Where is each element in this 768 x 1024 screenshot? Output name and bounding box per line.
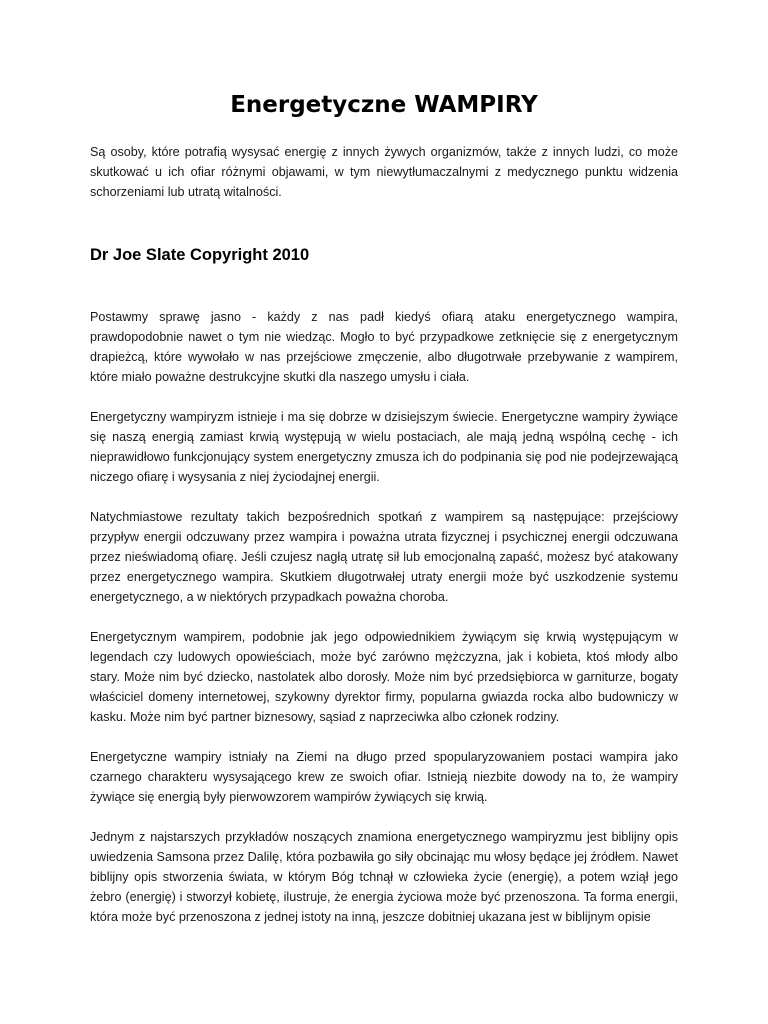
intro-paragraph: Są osoby, które potrafią wysysać energię z innych żywych organizmów, także z innych ludzi, co może skutkować u ich ofiar różnymi objawami, w tym niewytłumaczalnymi z medycznego punktu widzenia schorzeniami lub utratą witalności. (90, 145, 678, 199)
body-paragraph: Energetyczne wampiry istniały na Ziemi na długo przed spopularyzowaniem postaci wampira jako czarnego charakteru wysysającego krew ze swoich ofiar. Istnieją niezbite dowody na to, że wampiry żywiące się energią były pierwowzorem wampirów żywiących się krwią. (90, 750, 678, 804)
body-paragraph: Natychmiastowe rezultaty takich bezpośrednich spotkań z wampirem są następujące: przejściowy przypływ energii odczuwany przez wampira i poważna utrata fizycznej i psychicznej energii odczuwana przez nieświadomą ofiarę. Jeśli czujesz nagłą utratę sił lub emocjonalną zapaść, możesz być atakowany przez energetycznego wampira. Skutkiem długotrwałej utraty energii może być uszkodzenie systemu energetycznego, a w niektórych przypadkach poważna choroba. (90, 510, 678, 604)
document-title: Energetyczne WAMPIRY (230, 92, 538, 118)
body-paragraph: Energetycznym wampirem, podobnie jak jego odpowiednikiem żywiącym się krwią występującym w legendach czy ludowych opowieściach, może być zarówno mężczyzna, jak i kobieta, ktoś młody albo stary. Może nim być dziecko, nastolatek albo dorosły. Może nim być przedsiębiorca w garniturze, bogaty właściciel domeny internetowej, szykowny dyrektor firmy, popularna gwiazda rocka albo budowniczy w kasku. Może nim być partner biznesowy, sąsiad z naprzeciwka albo członek rodziny. (90, 630, 678, 724)
author-copyright-heading: Dr Joe Slate Copyright 2010 (90, 246, 310, 264)
body-paragraph: Jednym z najstarszych przykładów noszących znamiona energetycznego wampiryzmu jest biblijny opis uwiedzenia Samsona przez Dalilę, która pozbawiła go siły obcinając mu włosy będące jej źródłem. Nawet biblijny opis stworzenia świata, w którym Bóg tchnął w człowieka życie (energię), a potem wziął jego żebro (energię) i stworzył kobietę, ilustruje, że energia życiowa może być przenoszona. Ta forma energii, która może być przenoszona z jednej istoty na inną, jeszcze dobitniej ukazana jest w biblijnym opisie (90, 830, 678, 924)
body-paragraph: Postawmy sprawę jasno - każdy z nas padł kiedyś ofiarą ataku energetycznego wampira, prawdopodobnie nawet o tym nie wiedząc. Mogło to być przypadkowe zetknięcie się z energetycznym drapieżcą, które wywołało w nas przejściowe zmęczenie, albo długotrwałe przebywanie z wampirem, które miało poważne destrukcyjne skutki dla naszego umysłu i ciała. (90, 310, 678, 384)
intro-section (90, 142, 678, 202)
document-body (90, 307, 678, 947)
body-paragraph: Energetyczny wampiryzm istnieje i ma się dobrze w dzisiejszym świecie. Energetyczne wampiry żywiące się naszą energią zamiast krwią występują w wielu postaciach, ale mają jedną wspólną cechę - ich nieprawidłowo funkcjonujący system energetyczny zmusza ich do podpinania się pod nie podejrzewającą niczego ofiarę i wysysania z niej życiodajnej energii. (90, 410, 678, 484)
